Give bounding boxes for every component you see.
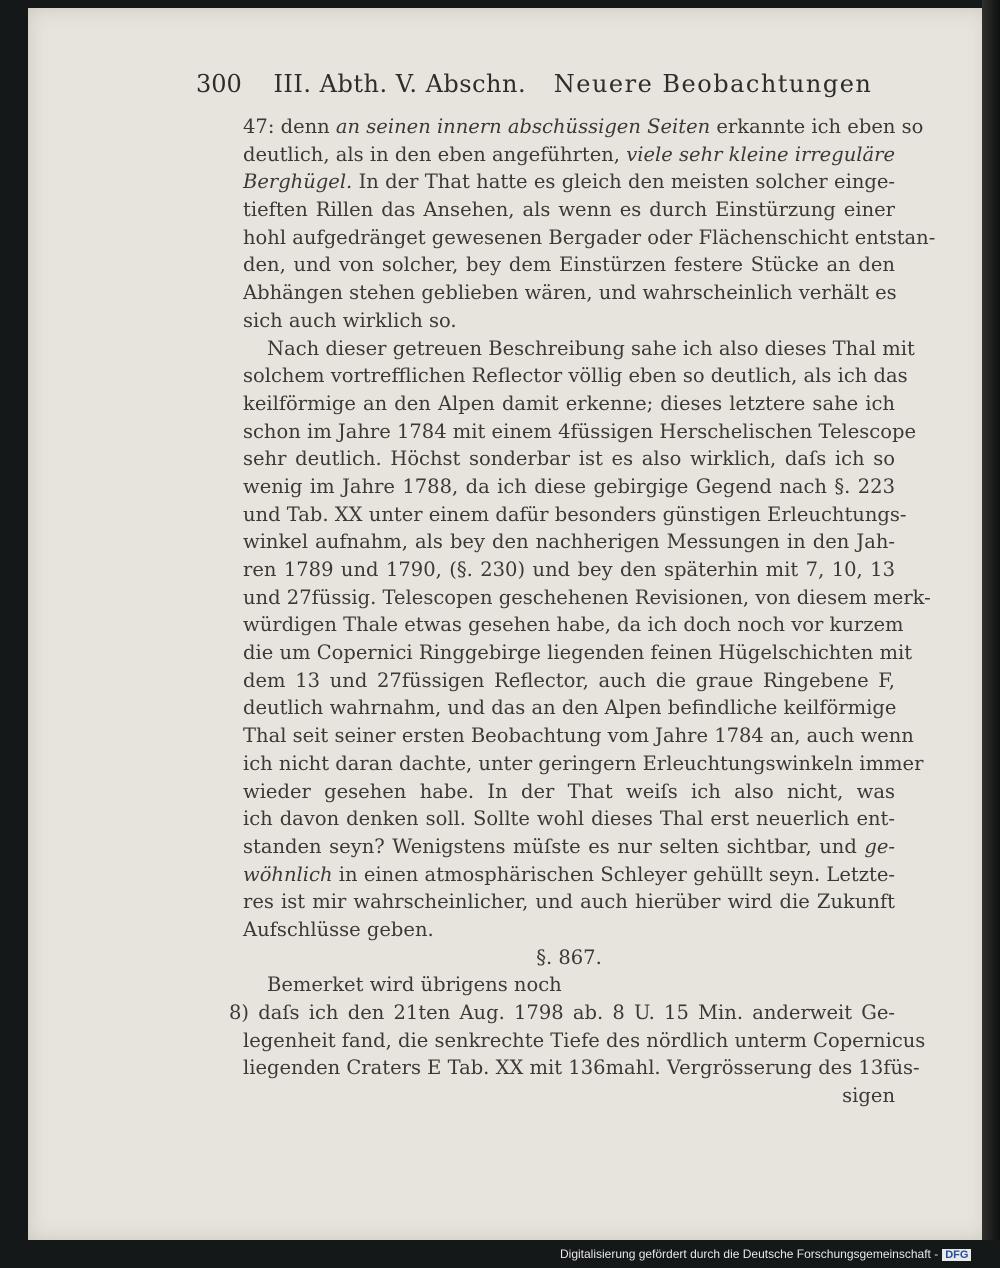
digitization-credit xyxy=(560,1247,971,1261)
dfg-logo: DFG xyxy=(942,1249,971,1261)
text-line: ich davon denken soll. Sollte wohl dieses Thal erst neuerlich ent- xyxy=(243,807,895,831)
page-body xyxy=(229,113,936,1110)
text-line: hohl aufgedränget gewesenen Bergader oder Flächenschicht entstan- xyxy=(243,225,936,249)
text-line: liegenden Craters E Tab. XX mit 136mahl. Vergrösserung des 13füs- xyxy=(243,1056,920,1080)
text-line: und Tab. XX unter einem dafür besonders günstigen Erleuchtungs- xyxy=(243,502,907,526)
text-line: wenig im Jahre 1788, da ich diese gebirgige Gegend nach §. 223 xyxy=(243,474,895,498)
credit-text: Digitalisierung gefördert durch die Deutsche Forschungsgemeinschaft - xyxy=(560,1247,939,1261)
text-line: keilförmige an den Alpen damit erkenne; dieses letztere sahe ich xyxy=(243,391,895,415)
text-line: den, und von solcher, bey dem Einstürzen festere Stücke an den xyxy=(243,253,895,277)
text-line: solchem vortrefflichen Reflector völlig eben so deutlich, als ich das xyxy=(243,364,908,388)
text-line: dem 13 und 27füssigen Reflector, auch die graue Ringebene F, xyxy=(243,668,895,692)
book-spine xyxy=(982,0,1000,1240)
text-line: tieften Rillen das Ansehen, als wenn es durch Einstürzung einer xyxy=(243,198,895,222)
header-section: Neuere Beobachtungen xyxy=(553,70,873,98)
text-line: sehr deutlich. Höchst sonderbar ist es also wirklich, daſs ich so xyxy=(243,447,895,471)
text-line: winkel aufnahm, als bey den nachherigen Messungen in den Jah- xyxy=(243,530,895,554)
text-line: schon im Jahre 1784 mit einem 4füssigen Herschelischen Telescope xyxy=(243,419,916,443)
text-line: 8) daſs ich den 21ten Aug. 1798 ab. 8 U. 15 Min. anderweit Ge- xyxy=(229,1001,895,1024)
text-line: Bemerket wird übrigens noch xyxy=(267,973,562,997)
text-line: legenheit fand, die senkrechte Tiefe des nördlich unterm Copernicus xyxy=(243,1028,926,1052)
running-header xyxy=(196,70,872,98)
text-line: und 27füssig. Telescopen geschehenen Revisionen, von diesem merk- xyxy=(243,585,931,609)
text-line: sich auch wirklich so. xyxy=(243,308,457,332)
text-line: Berghügel. In der That hatte es gleich den meisten solcher einge- xyxy=(243,170,895,194)
catchword: sigen xyxy=(842,1084,895,1108)
text-line: wöhnlich in einen atmosphärischen Schleyer gehüllt seyn. Letzte- xyxy=(243,862,895,886)
text-line: Thal seit seiner ersten Beobachtung vom Jahre 1784 an, auch wenn xyxy=(243,724,914,748)
text-line: Aufschlüsse geben. xyxy=(243,917,434,941)
text-line: 47: denn an seinen innern abschüssigen Seiten erkannte ich eben so xyxy=(243,115,924,138)
text-line: standen seyn? Wenigstens müſste es nur selten sichtbar, und ge- xyxy=(243,834,895,858)
header-part: III. Abth. V. Abschn. xyxy=(273,70,527,98)
text-line: deutlich, als in den eben angeführten, viele sehr kleine irreguläre xyxy=(243,142,895,166)
section-heading: §. 867. xyxy=(536,945,602,969)
text-line: wieder gesehen habe. In der That weiſs ich also nicht, was xyxy=(243,779,895,803)
text-line: deutlich wahrnahm, und das an den Alpen befindliche keilförmige xyxy=(243,696,897,720)
page-number: 300 xyxy=(196,70,242,98)
text-line: würdigen Thale etwas gesehen habe, da ich doch noch vor kurzem xyxy=(243,613,904,637)
text-line: ren 1789 und 1790, (§. 230) und bey den späterhin mit 7, 10, 13 xyxy=(243,558,895,581)
text-line: Abhängen stehen geblieben wären, und wahrscheinlich verhält es xyxy=(243,281,897,305)
text-line: Nach dieser getreuen Beschreibung sahe ich also dieses Thal mit xyxy=(267,336,915,360)
text-line: die um Copernici Ringgebirge liegenden feinen Hügelschichten mit xyxy=(243,641,913,665)
text-line: res ist mir wahrscheinlicher, und auch hierüber wird die Zukunft xyxy=(243,890,895,914)
text-line: ich nicht daran dachte, unter geringern Erleuchtungswinkeln immer xyxy=(243,751,924,775)
